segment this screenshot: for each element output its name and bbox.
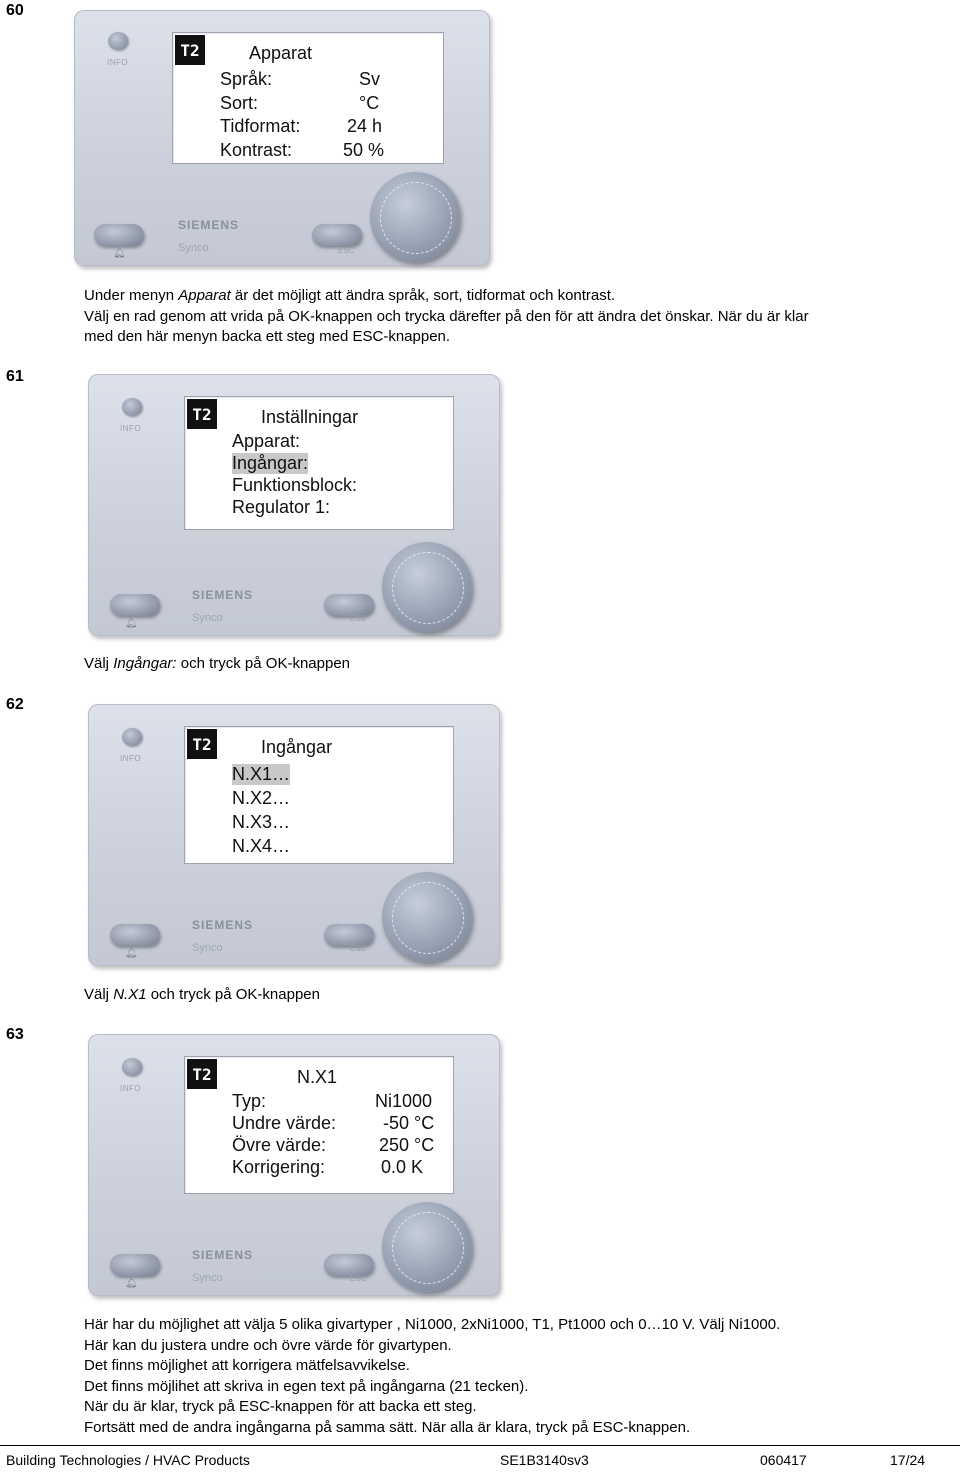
product-name: Synco xyxy=(178,242,209,254)
text-line: Här kan du justera undre och övre värde för givartypen. xyxy=(84,1336,452,1354)
knob-ring xyxy=(380,182,452,254)
lcd-row-label: N.X2… xyxy=(232,788,291,808)
knob-ring xyxy=(392,882,464,954)
alarm-button[interactable] xyxy=(110,1254,160,1276)
footer-date: 060417 xyxy=(760,1452,807,1468)
lcd-title: Ingångar xyxy=(261,737,333,757)
ok-label: OK xyxy=(448,602,460,611)
lcd-row-label: Språk: xyxy=(220,69,273,89)
ok-rotary-knob[interactable] xyxy=(382,542,472,632)
text-line: Det finns möjlihet att skriva in egen text på ingångarna (21 tecken). xyxy=(84,1377,529,1395)
brand-logo: SIEMENS xyxy=(192,588,254,602)
esc-label: ESC xyxy=(350,614,367,623)
settings-key-icon: T2 xyxy=(187,729,217,759)
info-label: INFO xyxy=(107,58,129,67)
controller-panel xyxy=(88,1034,500,1296)
brand-logo: SIEMENS xyxy=(178,218,240,232)
esc-label: ESC xyxy=(350,1274,367,1283)
esc-button[interactable] xyxy=(312,224,362,246)
esc-label: ESC xyxy=(338,246,355,255)
lcd-row-label: N.X3… xyxy=(232,812,291,832)
lcd-row-value: 24 h xyxy=(347,116,383,136)
text-line: När du är klar, tryck på ESC-knappen för att backa ett steg. xyxy=(84,1398,477,1415)
text-line: Fortsätt med de andra ingångarna på samma sätt. När alla är klara, tryck på ESC-knappen. xyxy=(84,1418,691,1436)
lcd-row-label: Regulator 1: xyxy=(232,497,331,517)
controller-panel xyxy=(74,10,490,266)
bell-icon: 🔔︎ xyxy=(125,1278,138,1289)
text-line: med den här menyn backa ett steg med ESC-knappen. xyxy=(84,328,451,345)
bell-icon: 🔔︎ xyxy=(113,248,126,259)
knob-ring xyxy=(392,552,464,624)
footer-page-number: 17/24 xyxy=(890,1452,926,1468)
text-line: Här har du möjlighet att välja 5 olika givartyper , Ni1000, 2xNi1000, T1, Pt1000 och 0…10 V. Välj Ni1000. xyxy=(84,1316,781,1333)
lcd-row-value: 0.0 K xyxy=(381,1157,424,1177)
lcd-row-label: Kontrast: xyxy=(220,140,293,160)
text-line: Under menyn Apparat är det möjligt att ändra språk, sort, tidformat och kontrast. xyxy=(84,287,616,304)
step-number: 63 xyxy=(6,1026,24,1043)
step-number: 61 xyxy=(6,368,24,385)
lcd-screen xyxy=(172,32,444,164)
text-line: Välj en rad genom att vrida på OK-knappen och trycka därefter på den för att ändra det önskar. När du är klar xyxy=(84,307,809,325)
ok-label: OK xyxy=(448,932,460,941)
product-name: Synco xyxy=(192,942,223,954)
lcd-row-label: N.X4… xyxy=(232,836,291,856)
lcd-row-value: 250 °C xyxy=(379,1135,435,1155)
esc-button[interactable] xyxy=(324,1254,374,1276)
text-line: Det finns möjlighet att korrigera mätfelsavvikelse. xyxy=(84,1357,410,1374)
settings-key-icon: T2 xyxy=(187,399,217,429)
lcd-screen xyxy=(184,726,454,864)
ok-label: OK xyxy=(438,234,450,243)
esc-button[interactable] xyxy=(324,924,374,946)
brand-logo: SIEMENS xyxy=(192,918,254,932)
lcd-row-value: Sv xyxy=(359,69,381,89)
controller-panel xyxy=(88,374,500,636)
lcd-row-value: 50 % xyxy=(343,140,385,160)
info-label: INFO xyxy=(120,754,142,763)
step-number: 60 xyxy=(6,2,24,19)
lcd-row-label: Typ: xyxy=(232,1091,267,1111)
lcd-row-value: °C xyxy=(359,93,380,113)
lcd-screen xyxy=(184,396,454,530)
product-name: Synco xyxy=(192,1272,223,1284)
lcd-row-label-selected[interactable]: N.X1… xyxy=(232,764,291,784)
lcd-row-label: Övre värde: xyxy=(232,1135,327,1155)
lcd-screen xyxy=(184,1056,454,1194)
alarm-button[interactable] xyxy=(110,924,160,946)
lcd-row-value: Ni1000 xyxy=(375,1091,433,1111)
lcd-row-label: Tidformat: xyxy=(220,116,301,136)
info-button[interactable] xyxy=(122,398,142,416)
bell-icon: 🔔︎ xyxy=(125,618,138,629)
bell-icon: 🔔︎ xyxy=(125,948,138,959)
esc-button[interactable] xyxy=(324,594,374,616)
esc-label: ESC xyxy=(350,944,367,953)
info-button[interactable] xyxy=(122,1058,142,1076)
lcd-row-label: Funktionsblock: xyxy=(232,475,358,495)
controller-panel xyxy=(88,704,500,966)
ok-rotary-knob[interactable] xyxy=(382,1202,472,1292)
info-label: INFO xyxy=(120,1084,142,1093)
lcd-title: Inställningar xyxy=(261,407,359,427)
step-description xyxy=(84,1315,780,1438)
step-caption: Välj Ingångar: och tryck på OK-knappen xyxy=(84,655,351,672)
info-button[interactable] xyxy=(108,32,128,50)
footer-divider xyxy=(0,1445,960,1446)
footer-company: Building Technologies / HVAC Products xyxy=(6,1452,250,1468)
lcd-row-label: Korrigering: xyxy=(232,1157,326,1177)
lcd-row-label: Apparat: xyxy=(232,431,301,451)
ok-rotary-knob[interactable] xyxy=(370,172,460,262)
info-label: INFO xyxy=(120,424,142,433)
footer-doc-id: SE1B3140sv3 xyxy=(500,1452,589,1468)
lcd-row-label-selected[interactable]: Ingångar: xyxy=(232,453,309,473)
ok-label: OK xyxy=(448,1262,460,1271)
product-name: Synco xyxy=(192,612,223,624)
step-number: 62 xyxy=(6,696,24,713)
lcd-row-value: -50 °C xyxy=(383,1113,435,1133)
brand-logo: SIEMENS xyxy=(192,1248,254,1262)
step-caption: Välj N.X1 och tryck på OK-knappen xyxy=(84,986,320,1003)
step-description xyxy=(84,286,809,348)
lcd-row-label: Undre värde: xyxy=(232,1113,337,1133)
settings-key-icon: T2 xyxy=(187,1059,217,1089)
lcd-title: Apparat xyxy=(249,43,313,63)
alarm-button[interactable] xyxy=(110,594,160,616)
ok-rotary-knob[interactable] xyxy=(382,872,472,962)
knob-ring xyxy=(392,1212,464,1284)
settings-key-icon: T2 xyxy=(175,35,205,65)
lcd-title: N.X1 xyxy=(297,1067,338,1087)
lcd-row-label: Sort: xyxy=(220,93,259,113)
info-button[interactable] xyxy=(122,728,142,746)
alarm-button[interactable] xyxy=(94,224,144,246)
